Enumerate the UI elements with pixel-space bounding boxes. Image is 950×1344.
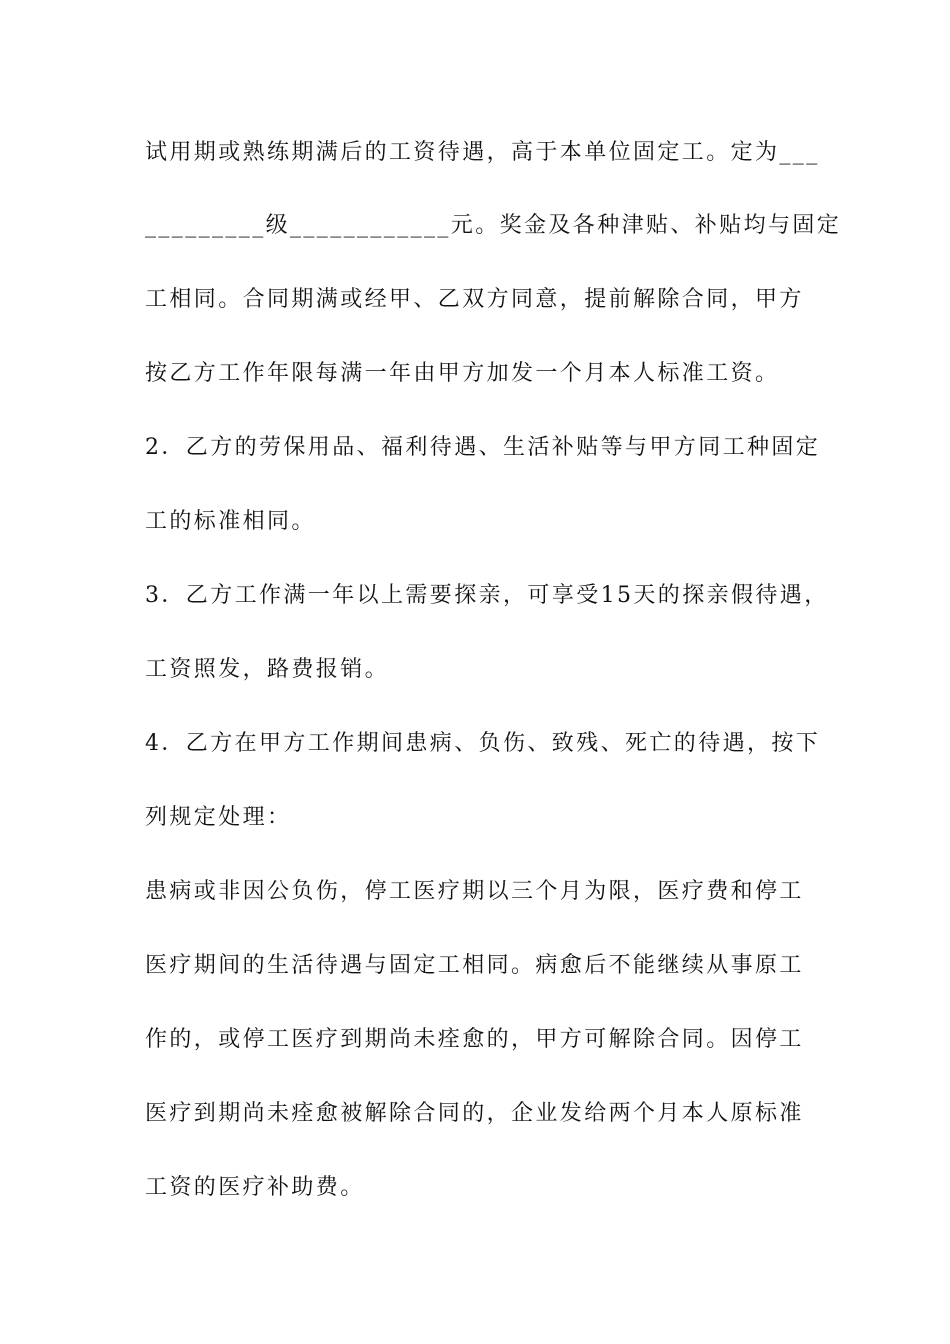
text-line-10: 列规定处理： xyxy=(145,805,292,830)
text-line-2: _________级____________元。奖金及各种津贴、补贴均与固定 xyxy=(145,213,842,238)
text-line-9: 4．乙方在甲方工作期间患病、负伤、致残、死亡的待遇，按下 xyxy=(145,731,821,756)
text-line-5: 2．乙方的劳保用品、福利待遇、生活补贴等与甲方同工种固定 xyxy=(145,435,821,460)
text-line-12: 医疗期间的生活待遇与固定工相同。病愈后不能继续从事原工 xyxy=(145,953,804,978)
text-line-6: 工的标准相同。 xyxy=(145,509,316,534)
text-line-13: 作的，或停工医疗到期尚未痊愈的，甲方可解除合同。因停工 xyxy=(145,1027,804,1052)
text-line-7: 3．乙方工作满一年以上需要探亲，可享受15天的探亲假待遇， xyxy=(145,583,829,608)
text-line-3: 工相同。合同期满或经甲、乙双方同意，提前解除合同，甲方 xyxy=(145,287,804,312)
text-line-14: 医疗到期尚未痊愈被解除合同的，企业发给两个月本人原标准 xyxy=(145,1101,804,1126)
text-line-4: 按乙方工作年限每满一年由甲方加发一个月本人标准工资。 xyxy=(145,361,780,386)
text-line-15: 工资的医疗补助费。 xyxy=(145,1175,365,1200)
text-line-8: 工资照发，路费报销。 xyxy=(145,657,390,682)
text-line-1: 试用期或熟练期满后的工资待遇，高于本单位固定工。定为___ xyxy=(145,140,820,165)
text-line-11: 患病或非因公负伤，停工医疗期以三个月为限，医疗费和停工 xyxy=(145,879,804,904)
